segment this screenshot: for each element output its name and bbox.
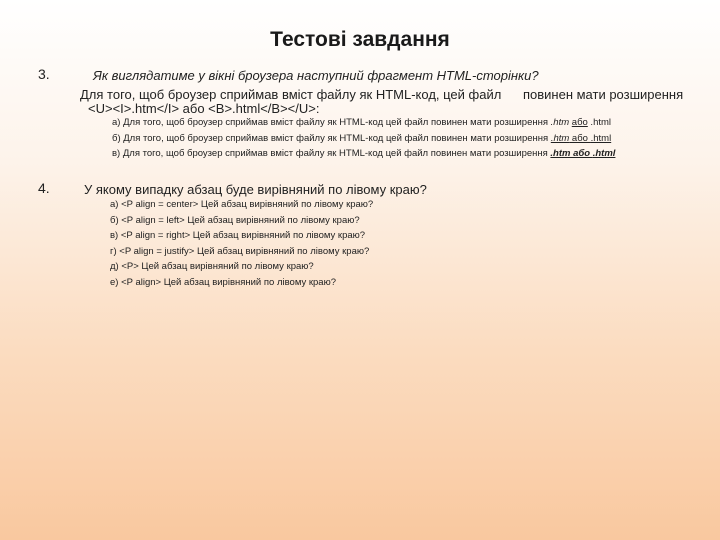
option-b-underlined: [551, 133, 611, 144]
question-3-option-b: [112, 131, 611, 147]
option-c-underlined: [550, 148, 615, 159]
option-b-prefix: б) Для того, щоб броузер сприймав вміст файлу як HTML-код цей файл повинен мати розширення: [112, 132, 551, 144]
question-4-option-a: а) <P align = center> Цей абзац вирівняний по лівому краю?: [110, 199, 374, 210]
option-c-ext1: .htm: [550, 148, 571, 159]
option-c-ext2: .html: [592, 148, 616, 159]
question-4-option-b: б) <P align = left> Цей абзац вирівняний по лівому краю?: [110, 214, 360, 226]
question-4-text: У якому випадку абзац буде вирівняний по лівому краю?: [84, 182, 427, 197]
question-4-option-c: в) <P align = right> Цей абзац вирівняний по лівому краю?: [110, 230, 366, 241]
question-4-option-e: д) <P> Цей абзац вирівняний по лівому краю?: [110, 261, 314, 272]
page-title: Тестові завдання: [270, 28, 450, 51]
question-3-option-a: [112, 115, 611, 131]
question-3-text: Як виглядатиме у вікні броузера наступний фрагмент HTML-сторінки?: [93, 68, 539, 83]
option-b-or: або: [569, 132, 591, 144]
question-4-number: 4.: [38, 180, 50, 196]
question-3-number: 3.: [38, 66, 50, 82]
option-a-prefix: а) Для того, щоб броузер сприймав вміст файлу як HTML-код цей файл повинен мати розширення: [112, 117, 551, 128]
option-b-ext2: .html: [590, 132, 612, 144]
question-3-code-line1: Для того, щоб броузер сприймав вміст файлу як HTML-код, цей файл повинен мати розширення: [80, 87, 684, 102]
option-a-or: або: [571, 117, 588, 128]
question-3-code-line2: <U><I>.htm</I> або <B>.html</B></U>:: [88, 101, 320, 116]
question-4-option-d: г) <P align = justify> Цей абзац вирівняний по лівому краю?: [110, 245, 370, 257]
option-a-ext1: .htm: [550, 117, 570, 128]
question-4-option-f: е) <P align> Цей абзац вирівняний по лівому краю?: [110, 276, 336, 288]
question-3-option-c: [112, 146, 615, 162]
option-b-ext1: .htm: [550, 132, 570, 144]
option-c-prefix: в) Для того, щоб броузер сприймав вміст файлу як HTML-код цей файл повинен мати розширення: [112, 148, 551, 159]
option-a-ext2: .html: [587, 117, 612, 128]
option-c-or: або: [570, 148, 593, 159]
